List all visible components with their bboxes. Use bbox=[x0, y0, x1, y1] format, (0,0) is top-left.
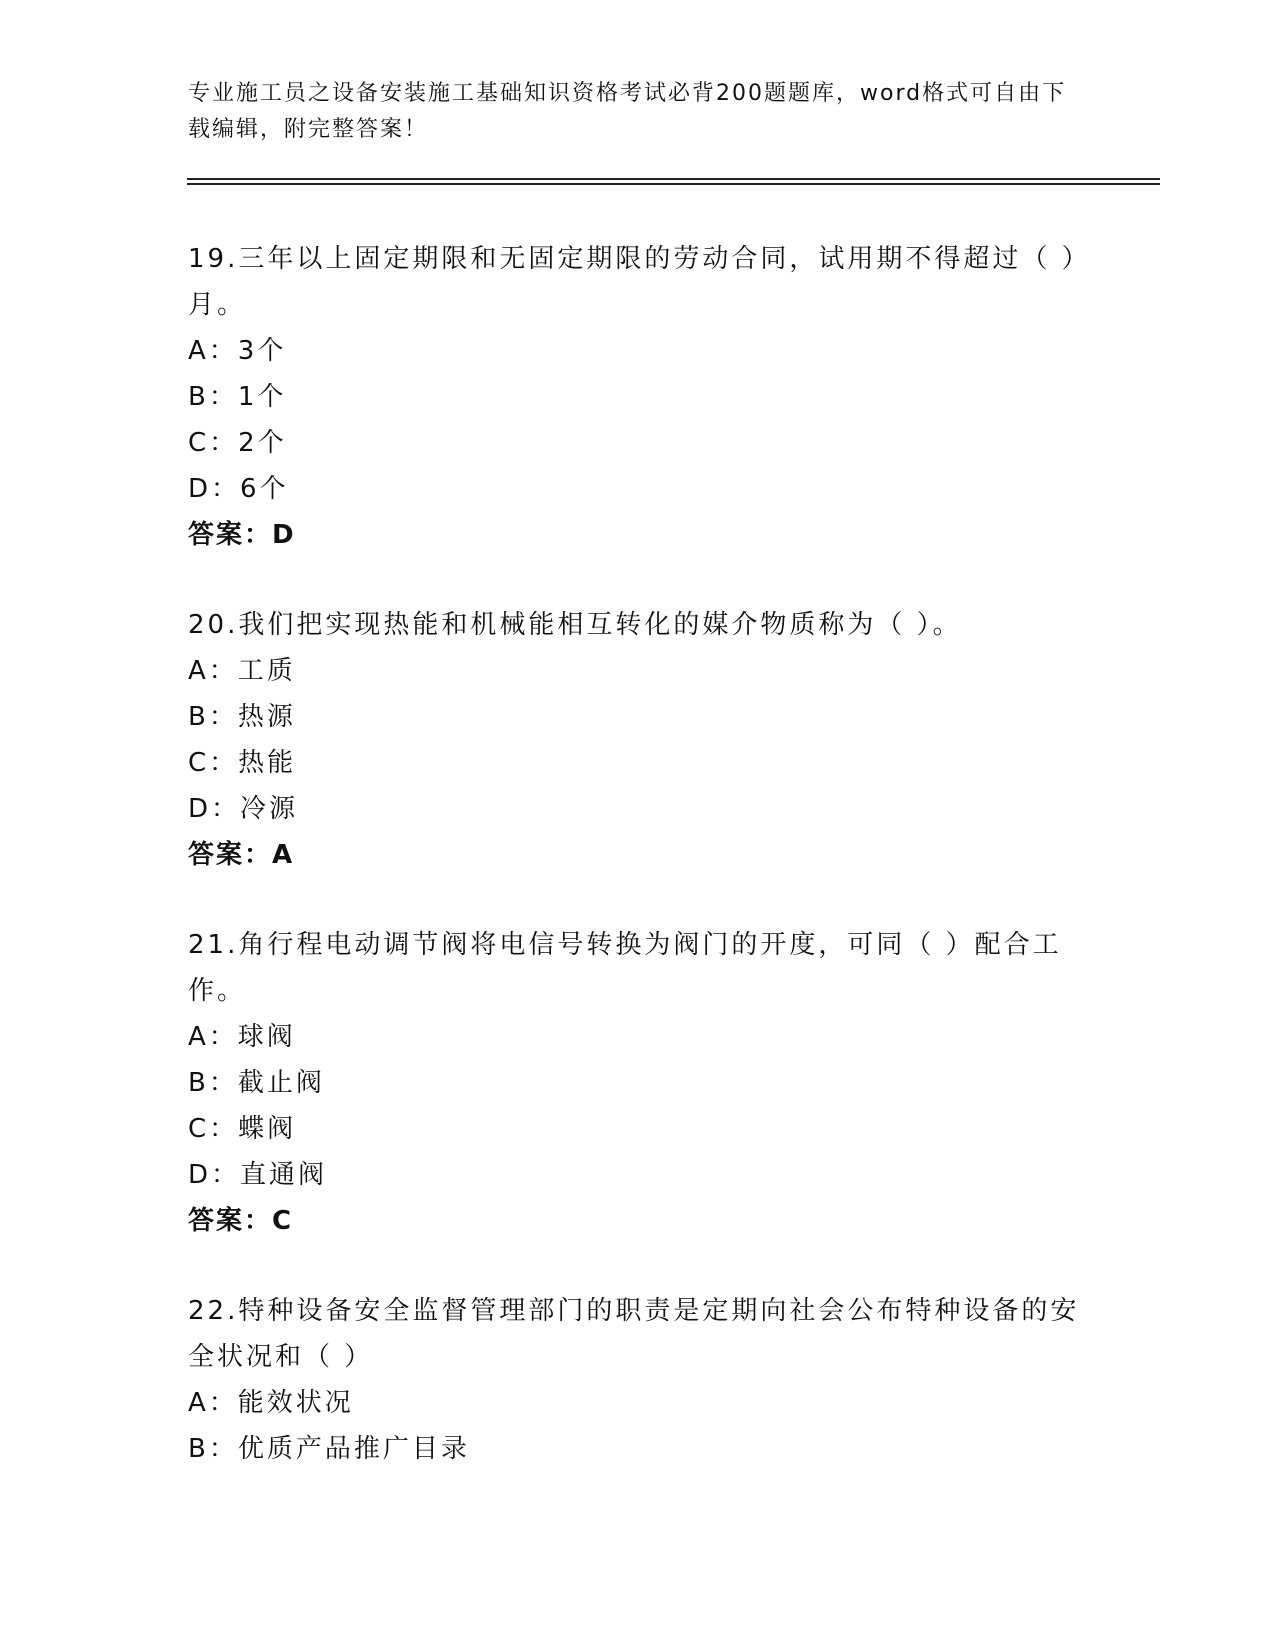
answer: 答案：D bbox=[188, 520, 296, 550]
question-20 bbox=[188, 602, 1088, 878]
answer: 答案：C bbox=[188, 1206, 294, 1236]
option-d: D：冷源 bbox=[188, 794, 299, 824]
header-divider-top bbox=[187, 178, 1160, 180]
question-text: 19.三年以上固定期限和无固定期限的劳动合同，试用期不得超过（ ）月。 bbox=[188, 244, 1078, 320]
question-text: 22.特种设备安全监督管理部门的职责是定期向社会公布特种设备的安全状况和（ ） bbox=[188, 1296, 1080, 1372]
option-a: A：工质 bbox=[188, 656, 296, 686]
option-c: C：蝶阀 bbox=[188, 1114, 297, 1144]
option-a: A：球阀 bbox=[188, 1022, 296, 1052]
option-c: C：2个 bbox=[188, 428, 287, 458]
option-b: B：1个 bbox=[188, 382, 287, 412]
option-d: D：6个 bbox=[188, 474, 289, 504]
option-b: B：热源 bbox=[188, 702, 296, 732]
option-b: B：截止阀 bbox=[188, 1068, 325, 1098]
question-19 bbox=[188, 236, 1088, 558]
question-text: 21.角行程电动调节阀将电信号转换为阀门的开度，可同（ ）配合工作。 bbox=[188, 930, 1062, 1006]
header-divider-bottom bbox=[187, 183, 1160, 185]
option-a: A：能效状况 bbox=[188, 1388, 354, 1418]
question-list bbox=[188, 236, 1088, 1516]
question-21 bbox=[188, 922, 1088, 1244]
question-text: 20.我们把实现热能和机械能相互转化的媒介物质称为（ ）。 bbox=[188, 610, 962, 640]
answer: 答案：A bbox=[188, 840, 295, 870]
question-22 bbox=[188, 1288, 1088, 1472]
option-d: D：直通阀 bbox=[188, 1160, 328, 1190]
option-c: C：热能 bbox=[188, 748, 297, 778]
option-a: A：3个 bbox=[188, 336, 287, 366]
document-header: 专业施工员之设备安装施工基础知识资格考试必背200题题库，word格式可自由下载编辑，附完整答案！ bbox=[188, 81, 1067, 142]
option-b: B：优质产品推广目录 bbox=[188, 1434, 470, 1464]
